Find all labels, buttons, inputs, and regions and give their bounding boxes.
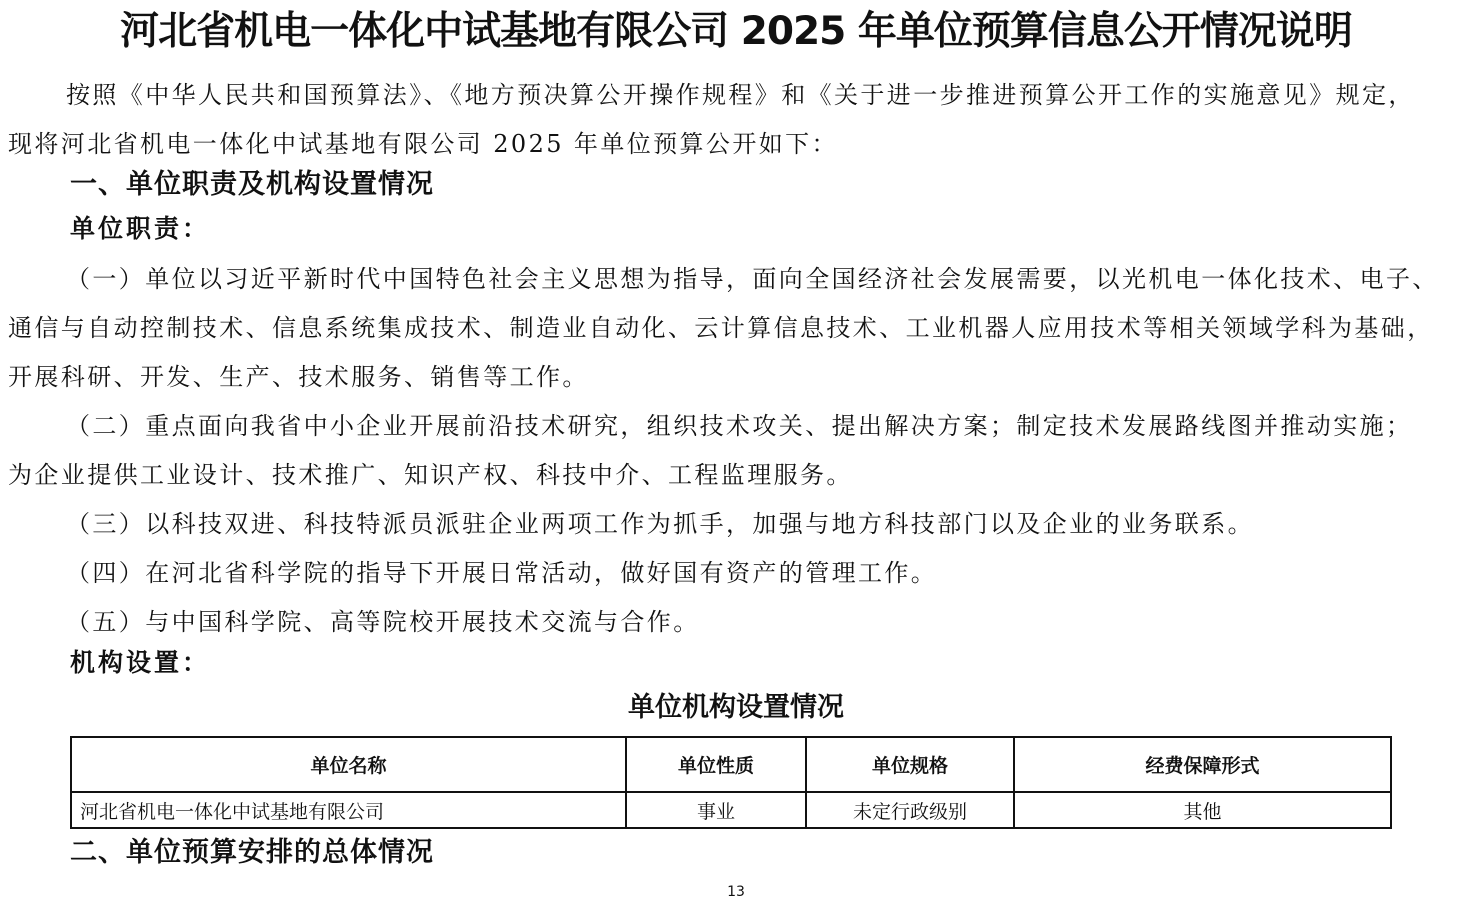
column-header-unit-nature: 单位性质 <box>626 737 806 792</box>
document-title: 河北省机电一体化中试基地有限公司 2025 年单位预算信息公开情况说明 <box>120 9 1352 54</box>
table-header-row <box>71 737 1391 792</box>
duty-4-line-1: （四）在河北省科学院的指导下开展日常活动，做好国有资产的管理工作。 <box>66 559 938 587</box>
duty-1-line-2: 通信与自动控制技术、信息系统集成技术、制造业自动化、云计算信息技术、工业机器人应用技术等相关领域学科为基础， <box>8 314 1434 342</box>
duty-1-line-3: 开展科研、开发、生产、技术服务、销售等工作。 <box>8 363 589 391</box>
section-heading-budget-overview: 二、单位预算安排的总体情况 <box>70 837 434 868</box>
column-header-funding-form: 经费保障形式 <box>1014 737 1391 792</box>
cell-unit-level: 未定行政级别 <box>806 792 1014 828</box>
cell-unit-nature: 事业 <box>626 792 806 828</box>
organization-table <box>70 736 1392 829</box>
cell-funding-form: 其他 <box>1014 792 1391 828</box>
section-heading-duties-and-organization: 一、单位职责及机构设置情况 <box>70 169 434 200</box>
column-header-unit-name: 单位名称 <box>71 737 626 792</box>
intro-line-2: 现将河北省机电一体化中试基地有限公司 2025 年单位预算公开如下： <box>8 130 838 158</box>
page-number: 13 <box>727 884 745 900</box>
duty-3-line-1: （三）以科技双进、科技特派员派驻企业两项工作为抓手，加强与地方科技部门以及企业的业务联系。 <box>66 510 1254 538</box>
duty-1-line-1: （一）单位以习近平新时代中国特色社会主义思想为指导，面向全国经济社会发展需要，以光机电一体化技术、电子、 <box>66 265 1439 293</box>
column-header-unit-level: 单位规格 <box>806 737 1014 792</box>
intro-line-1: 按照《中华人民共和国预算法》、《地方预决算公开操作规程》和《关于进一步推进预算公开工作的实施意见》规定， <box>66 81 1415 109</box>
duties-label: 单位职责： <box>70 214 211 243</box>
cell-unit-name: 河北省机电一体化中试基地有限公司 <box>71 792 626 828</box>
organization-label: 机构设置： <box>70 648 211 677</box>
duty-2-line-2: 为企业提供工业设计、技术推广、知识产权、科技中介、工程监理服务。 <box>8 461 853 489</box>
duty-2-line-1: （二）重点面向我省中小企业开展前沿技术研究，组织技术攻关、提出解决方案；制定技术发展路线图并推动实施； <box>66 412 1413 440</box>
table-title: 单位机构设置情况 <box>628 692 844 723</box>
duty-5-line-1: （五）与中国科学院、高等院校开展技术交流与合作。 <box>66 608 700 636</box>
table-row <box>71 792 1391 828</box>
